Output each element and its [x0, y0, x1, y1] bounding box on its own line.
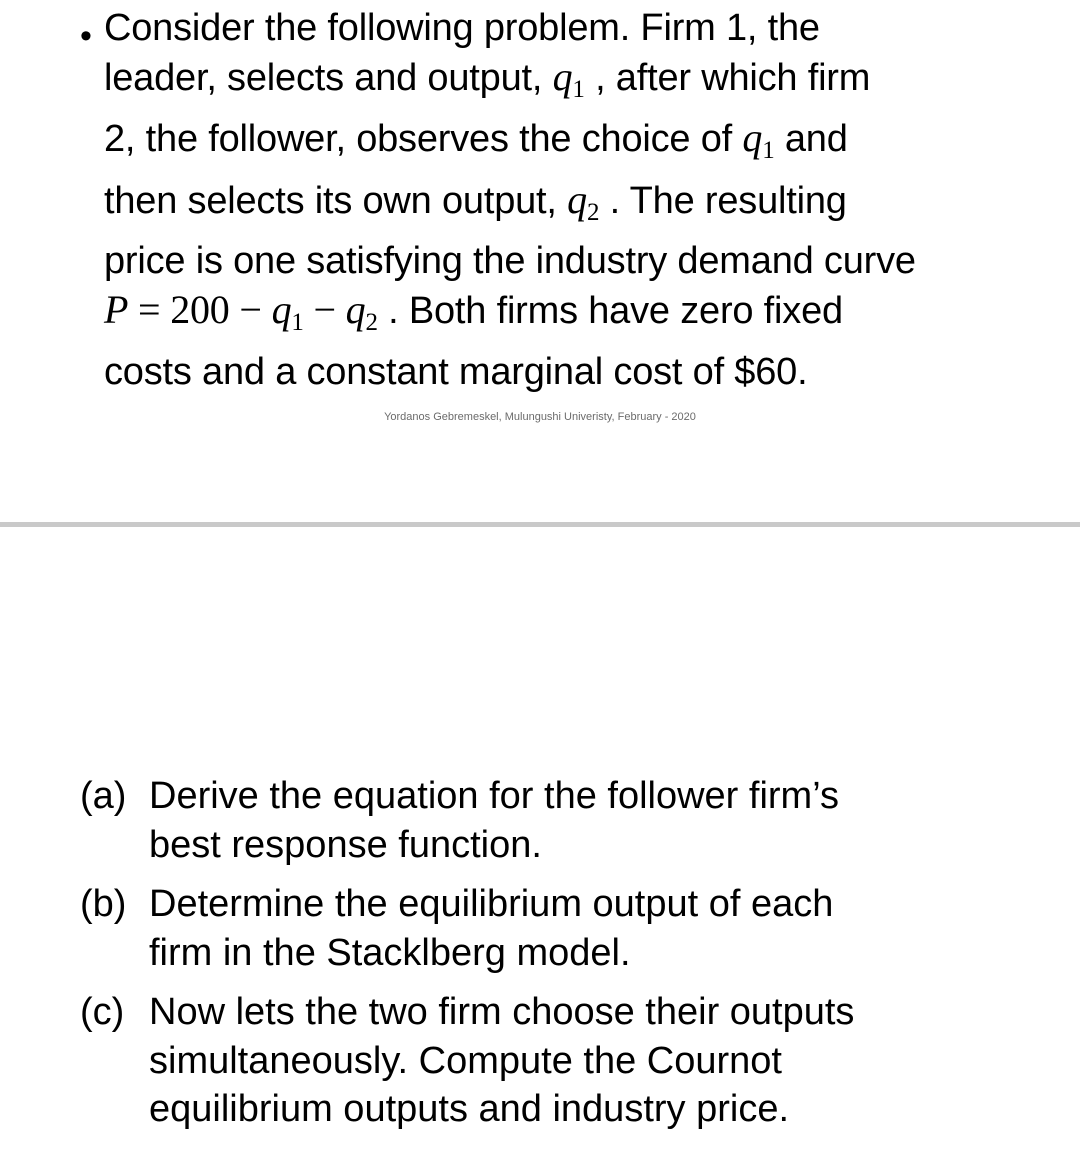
question-list — [80, 772, 1060, 1145]
math-subscript: 1 — [572, 75, 585, 103]
slide-footer: Yordanos Gebremeskel, Mulungushi Univeristy, February - 2020 — [384, 411, 696, 423]
math-var: q — [567, 176, 587, 222]
question-line: Determine the equilibrium output of each — [149, 883, 834, 925]
text-run: costs and a constant marginal cost of $60. — [104, 350, 808, 393]
question-line: Now lets the two firm choose their outputs — [149, 991, 855, 1033]
question-text — [149, 772, 1060, 869]
math-subscript: 1 — [762, 137, 775, 165]
math-subscript: 2 — [586, 198, 600, 226]
math-var: q — [552, 53, 573, 99]
text-run: Consider the following problem. Firm 1, the — [104, 7, 820, 49]
problem-line-7 — [104, 348, 1040, 397]
question-line: equilibrium outputs and industry price. — [149, 1088, 790, 1130]
question-text — [149, 988, 1060, 1134]
question-line: best response function. — [149, 823, 542, 866]
problem-line-5 — [104, 237, 1040, 286]
question-line: Derive the equation for the follower firm’s — [149, 775, 839, 817]
math-operator: − — [303, 286, 346, 332]
math-q1 — [742, 115, 775, 165]
math-var: q — [742, 115, 763, 161]
math-var: q — [345, 286, 366, 332]
problem-line-2 — [104, 53, 1040, 115]
question-a — [80, 772, 1060, 869]
problem-line-3 — [104, 114, 1040, 176]
math-price-var: P — [104, 286, 129, 332]
math-operator: = 200 − — [128, 286, 272, 332]
math-subscript: 1 — [291, 308, 304, 336]
text-run: . The resulting — [599, 179, 847, 222]
question-b — [80, 880, 1060, 977]
text-run: leader, selects and output, — [104, 56, 553, 99]
problem-line-6-demand-equation — [104, 286, 1040, 348]
slide-top — [0, 0, 1080, 524]
question-label: (b) — [80, 883, 127, 925]
problem-statement — [80, 4, 1040, 396]
problem-line-1 — [104, 4, 1040, 53]
question-c — [80, 988, 1060, 1134]
text-run: price is one satisfying the industry demand curve — [104, 240, 916, 283]
text-run: . Both firms have zero fixed — [377, 289, 843, 332]
text-run: 2, the follower, observes the choice of — [104, 118, 743, 161]
bullet-point: • — [80, 17, 92, 55]
text-run: , after which firm — [584, 56, 871, 99]
text-run: and — [774, 118, 848, 161]
question-line: firm in the Stacklberg model. — [149, 931, 631, 974]
question-label: (a) — [80, 775, 127, 817]
problem-text — [104, 4, 1040, 396]
math-q1 — [271, 286, 304, 336]
math-var: q — [271, 286, 292, 332]
question-line: simultaneously. Compute the Cournot — [149, 1039, 782, 1082]
math-q2 — [567, 176, 600, 226]
math-q2 — [345, 286, 378, 336]
problem-line-4 — [104, 176, 1040, 238]
math-subscript: 2 — [365, 308, 378, 336]
slide-divider — [0, 522, 1080, 527]
text-run: then selects its own output, — [104, 179, 568, 222]
math-q1 — [552, 53, 585, 103]
question-label: (c) — [80, 991, 125, 1033]
question-text — [149, 880, 1060, 977]
